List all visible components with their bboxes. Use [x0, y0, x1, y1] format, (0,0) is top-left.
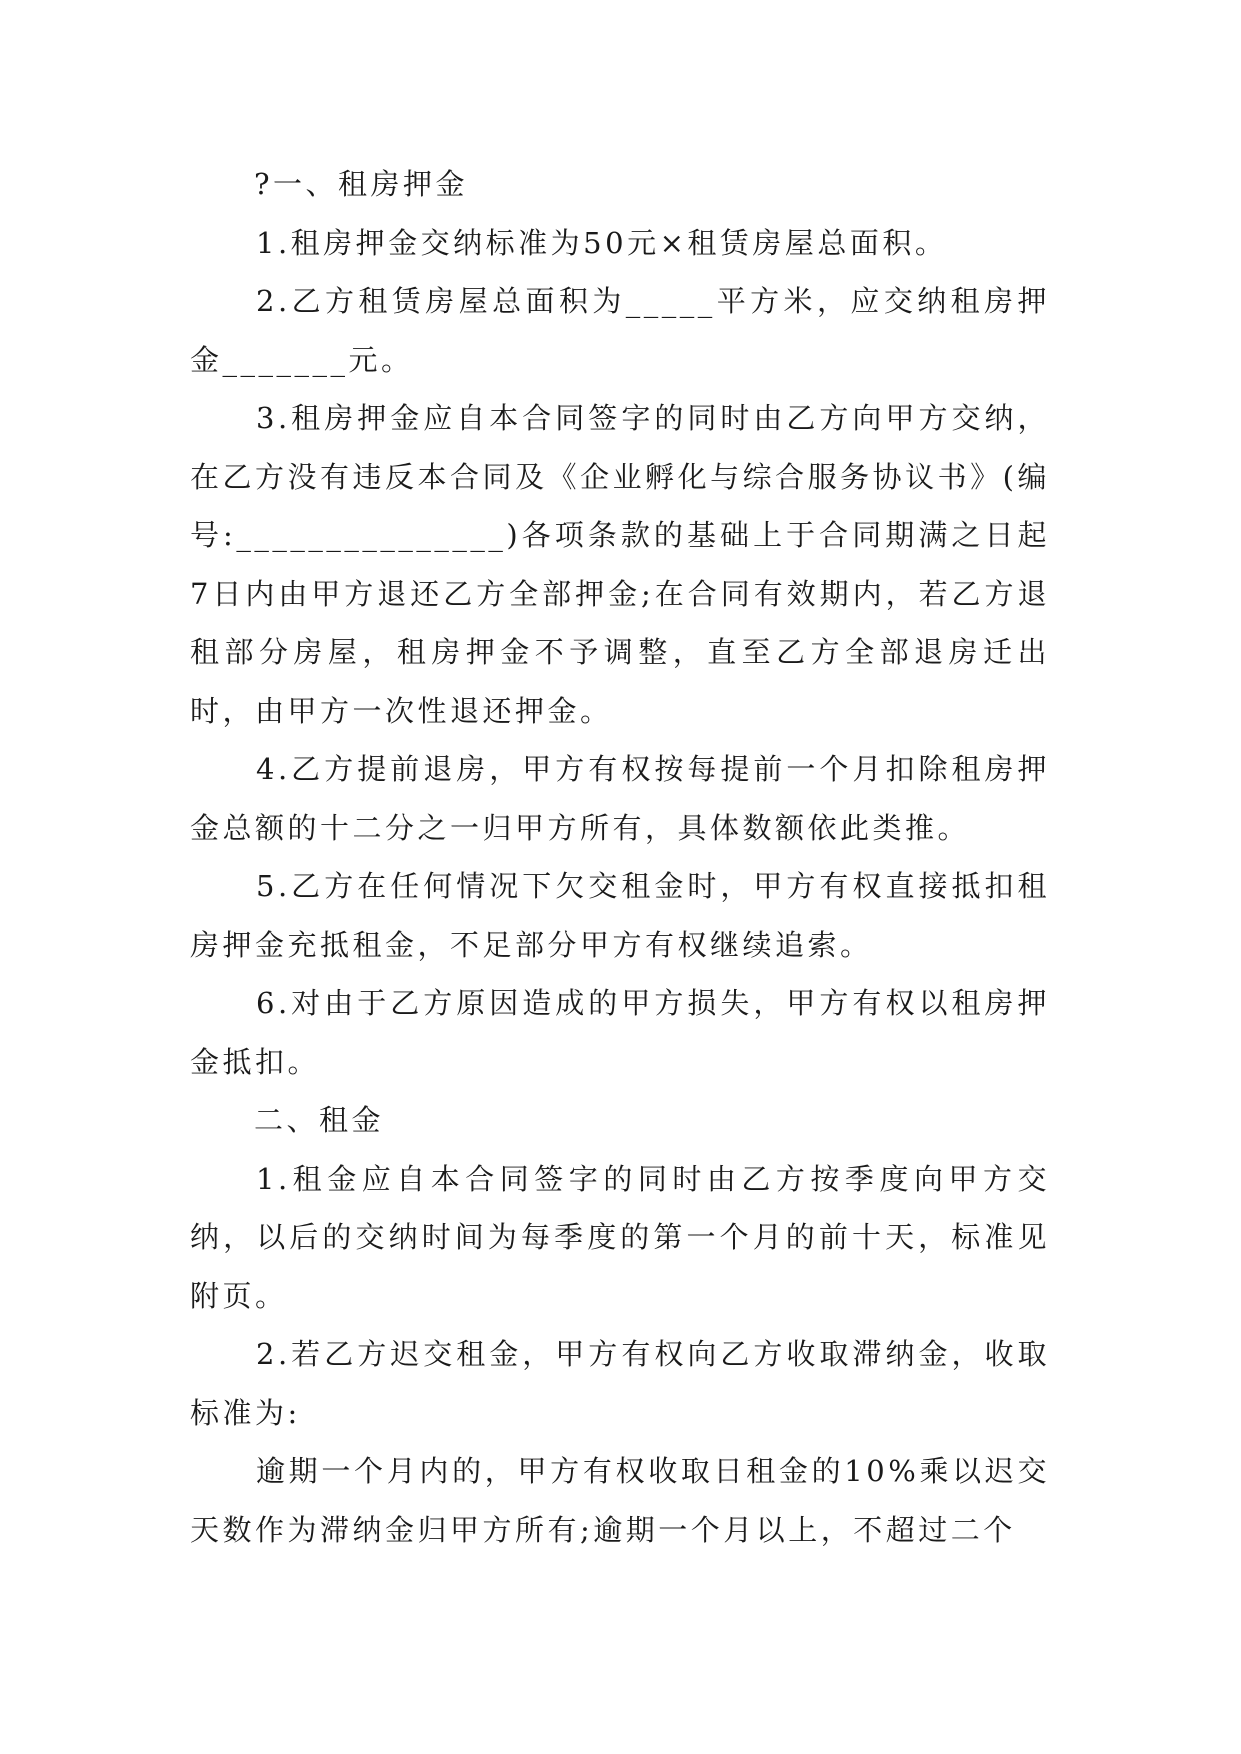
- paragraph-deposit-5: 5.乙方在任何情况下欠交租金时，甲方有权直接抵扣租房押金充抵租金，不足部分甲方有权继续追索。: [190, 869, 1050, 962]
- paragraph-deposit-3: 3.租房押金应自本合同签字的同时由乙方向甲方交纳，在乙方没有违反本合同及《企业孵化与综合服务协议书》(编号:_______________)各项条款的基础上于合同期满之日起7日内由甲方退还乙方全部押金;在合同有效期内，若乙方退租部分房屋，租房押金不予调整，直至乙方全部退房迁出时，由甲方一次性退还押金。: [190, 401, 1050, 728]
- paragraph-deposit-1: 1.租房押金交纳标准为50元×租赁房屋总面积。: [256, 225, 948, 260]
- paragraph-rent-1: 1.租金应自本合同签字的同时由乙方按季度向甲方交纳，以后的交纳时间为每季度的第一个月的前十天，标准见附页。: [190, 1161, 1050, 1313]
- paragraph-deposit-2: 2.乙方租赁房屋总面积为_____平方米，应交纳租房押金_______元。: [190, 284, 1050, 377]
- section-heading-deposit: ?一、租房押金: [254, 167, 469, 201]
- paragraph-deposit-4: 4.乙方提前退房，甲方有权按每提前一个月扣除租房押金总额的十二分之一归甲方所有，具体数额依此类推。: [190, 752, 1050, 845]
- paragraph-rent-late-fee: 逾期一个月内的，甲方有权收取日租金的10%乘以迟交天数作为滞纳金归甲方所有;逾期一个月以上，不超过二个: [190, 1454, 1050, 1547]
- document-page: [190, 155, 1050, 1559]
- paragraph-rent-2: 2.若乙方迟交租金，甲方有权向乙方收取滞纳金，收取标准为:: [190, 1337, 1050, 1430]
- paragraph-deposit-6: 6.对由于乙方原因造成的甲方损失，甲方有权以租房押金抵扣。: [190, 986, 1050, 1079]
- section-heading-rent: 二、租金: [254, 1103, 385, 1137]
